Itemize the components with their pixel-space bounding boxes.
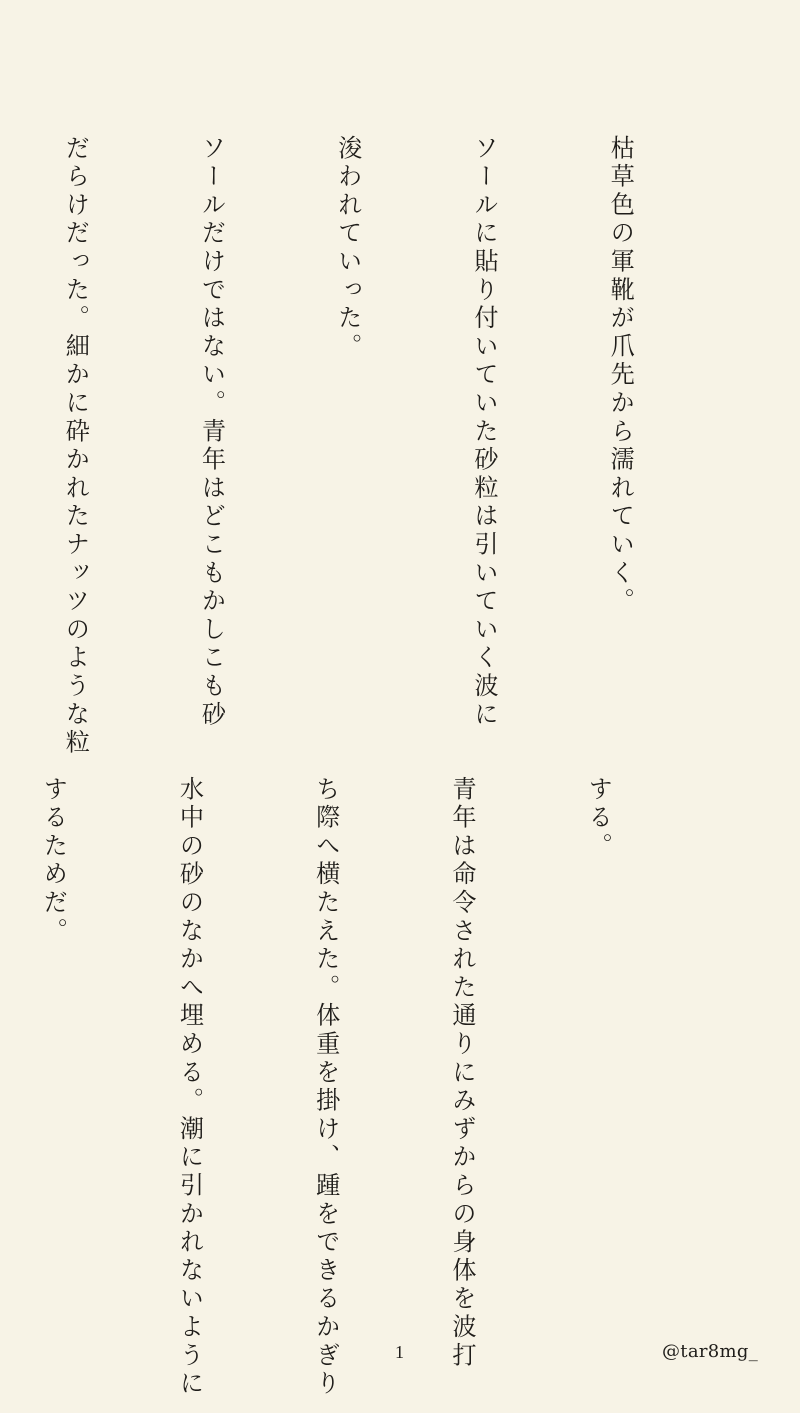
text-line: ソールに貼り付いていた砂粒は引いていく波に [469, 135, 498, 730]
page-number: 1 [395, 1342, 404, 1362]
text-line: ち際へ横たえた。体重を掛け、踵をできるかぎり [311, 776, 340, 1399]
text-line: ソールだけではない。青年はどこもかしこも砂 [197, 135, 226, 730]
text-line: するためだ。 [39, 776, 68, 946]
author-handle: @tar8mg_ [661, 1341, 758, 1362]
text-line: 水中の砂のなかへ埋める。潮に引かれないように [175, 776, 204, 1399]
text-block-top [0, 135, 733, 758]
text-line: 青年は命令された通りにみずからの身体を波打 [447, 776, 476, 1371]
text-line: 枯草色の軍靴が爪先から濡れていく。 [606, 135, 635, 617]
text-line: する。 [584, 776, 613, 861]
text-line: 浚われていった。 [333, 135, 362, 362]
text-line: だらけだった。細かに砕かれたナッツのような粒 [61, 135, 90, 758]
